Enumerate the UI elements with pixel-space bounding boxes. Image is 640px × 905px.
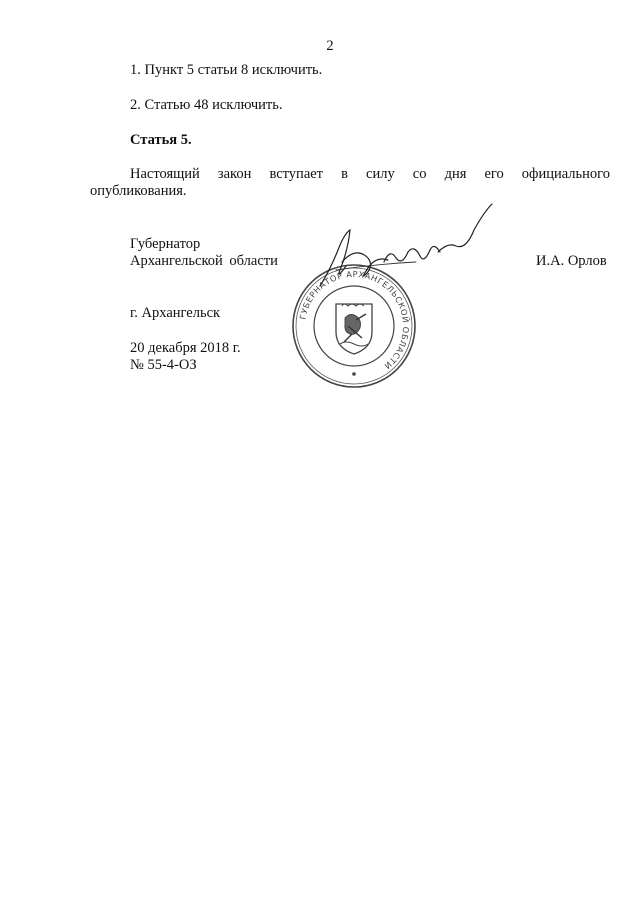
signatory-title: Губернатор <box>130 236 201 252</box>
place: г. Архангельск <box>130 305 221 321</box>
date: 20 декабря 2018 г. <box>130 340 241 356</box>
page-number: 2 <box>326 38 334 54</box>
signatory-title: Архангельской области <box>130 253 278 269</box>
list-item: 2. Статью 48 исключить. <box>130 97 283 113</box>
document-number: № 55-4-ОЗ <box>130 357 197 373</box>
article-body-line: опубликования. <box>90 183 187 199</box>
article-body <box>90 166 610 200</box>
seal-text: ГУБЕРНАТОР АРХАНГЕЛЬСКОЙ ОБЛАСТИ <box>297 268 412 372</box>
article-body-line: Настоящий закон вступает в силу со дня его официального <box>130 166 610 182</box>
signatory-name: И.А. Орлов <box>536 253 607 269</box>
handwritten-signature <box>316 200 506 290</box>
list-item: 1. Пункт 5 статьи 8 исключить. <box>130 62 323 78</box>
article-heading: Статья 5. <box>130 132 192 148</box>
